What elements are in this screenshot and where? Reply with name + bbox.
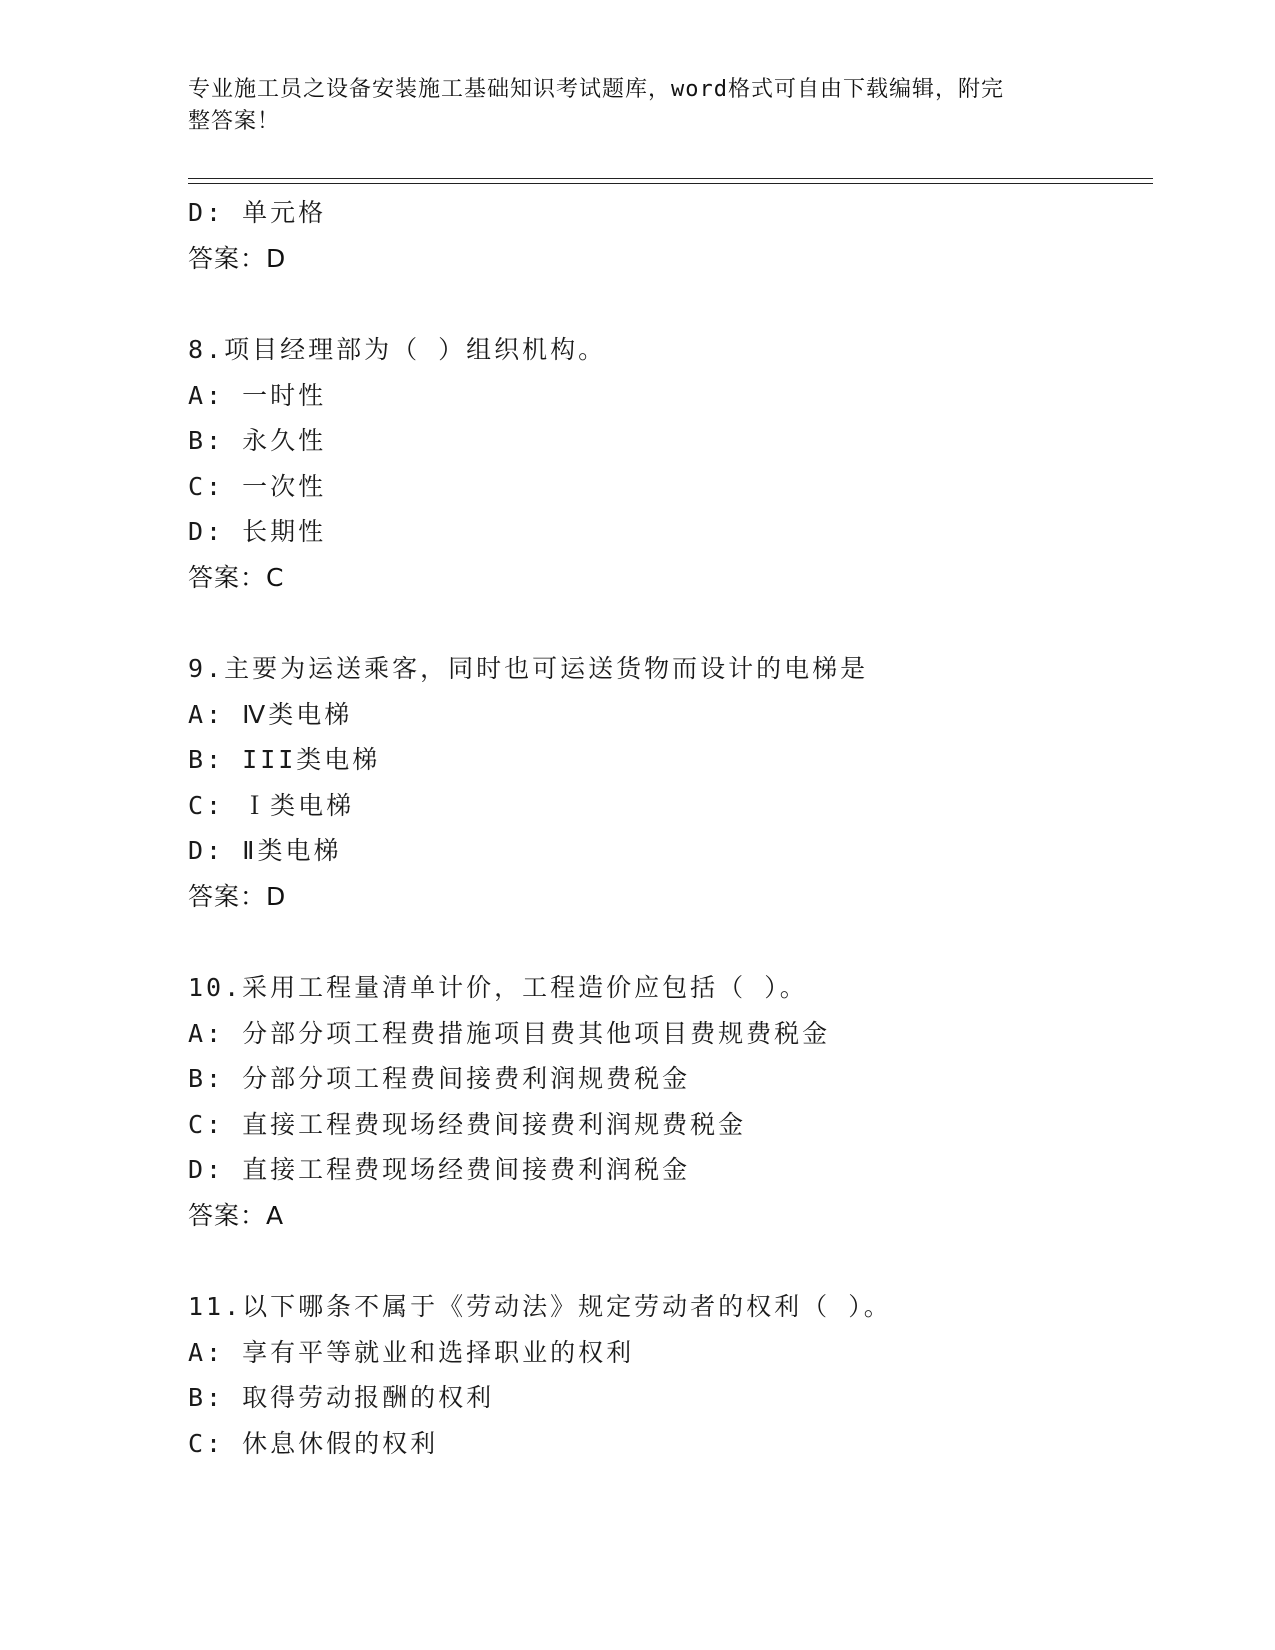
option-b: B: 永久性: [188, 426, 327, 455]
question-8: [188, 327, 1168, 600]
answer-line: 答案：A: [188, 1200, 285, 1230]
question-10: [188, 965, 1168, 1238]
option-d: D: 长期性: [188, 517, 327, 546]
answer-line: 答案：D: [188, 881, 287, 911]
document-header: [188, 74, 1068, 138]
option-d: D: 直接工程费现场经费间接费利润税金: [188, 1155, 691, 1184]
option-c: C: 直接工程费现场经费间接费利润规费税金: [188, 1109, 747, 1139]
option-a: A: 分部分项工程费措施项目费其他项目费规费税金: [188, 1018, 831, 1048]
question-9: [188, 646, 1168, 919]
option-a: A: Ⅳ类电梯: [188, 699, 353, 729]
header-line-1: 专业施工员之设备安装施工基础知识考试题库，word格式可自由下载编辑，附完: [188, 77, 1004, 102]
option-a: A: 享有平等就业和选择职业的权利: [188, 1337, 635, 1367]
option-c: C: Ｉ类电梯: [188, 790, 355, 820]
header-divider-top: [188, 178, 1153, 179]
spacer: [188, 281, 1168, 327]
option-c: C: 休息休假的权利: [188, 1428, 439, 1458]
question-stem: 9.主要为运送乘客，同时也可运送货物而设计的电梯是: [188, 654, 869, 683]
question-11: [188, 1284, 1168, 1466]
option-d: D: 单元格: [188, 198, 327, 227]
spacer: [188, 919, 1168, 965]
spacer: [188, 600, 1168, 646]
header-line-2: 整答案！: [188, 109, 281, 134]
option-a: A: 一时性: [188, 380, 327, 410]
option-b: B: 取得劳动报酬的权利: [188, 1383, 495, 1412]
answer-line: 答案：D: [188, 243, 287, 273]
question-stem: 8.项目经理部为（ ）组织机构。: [188, 335, 607, 364]
spacer: [188, 1238, 1168, 1284]
question-stem: 11.以下哪条不属于《劳动法》规定劳动者的权利（ ）。: [188, 1292, 892, 1321]
question-list: [188, 190, 1168, 1466]
option-c: C: 一次性: [188, 471, 327, 501]
question-stem: 10.采用工程量清单计价，工程造价应包括（ ）。: [188, 973, 808, 1002]
option-b: B: 分部分项工程费间接费利润规费税金: [188, 1064, 691, 1093]
option-d: D: Ⅱ类电梯: [188, 836, 342, 865]
header-divider-bottom: [188, 183, 1153, 184]
answer-line: 答案：C: [188, 562, 285, 592]
option-b: B: III类电梯: [188, 745, 381, 774]
